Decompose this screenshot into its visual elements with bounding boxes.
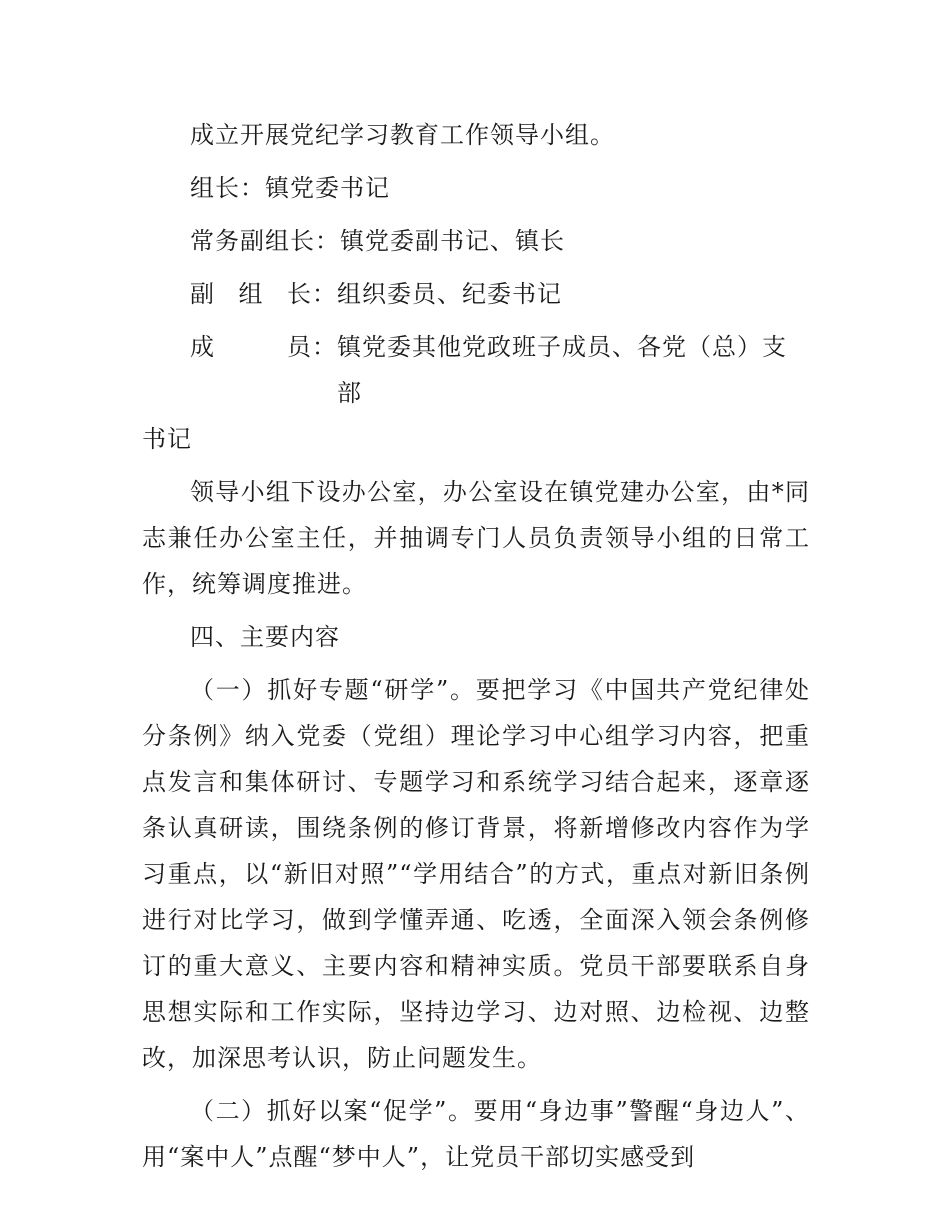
colon: ： — [240, 174, 265, 202]
paragraph-establish-group: 成立开展党纪学习教育工作领导小组。 — [190, 121, 615, 149]
role-leader-label: 组长 — [190, 174, 240, 202]
section-heading-main-content: 四、主要内容 — [190, 623, 340, 651]
role-members-char: 成 — [190, 333, 215, 361]
colon: ： — [315, 227, 340, 255]
role-vice-char: 组 — [238, 280, 264, 308]
role-leader — [142, 165, 810, 211]
colon: ： — [312, 333, 337, 361]
paragraph-case-study: （二）抓好以案“促学”。要用“身边事”警醒“身边人”、用“案中人”点醒“梦中人”，让党员干部切实感受到 — [142, 1097, 810, 1171]
role-members-value-line1: 镇党委其他党政班子成员、各党（总）支部 — [337, 333, 787, 407]
role-vice-char: 长 — [287, 280, 312, 308]
role-members — [142, 324, 810, 462]
role-vice-value: 组织委员、纪委书记 — [337, 280, 562, 308]
role-executive-vice-leader — [142, 218, 810, 264]
paragraph-office: 领导小组下设办公室，办公室设在镇党建办公室，由*同志兼任办公室主任，并抽调专门人员负责领导小组的日常工作，统筹调度推进。 — [142, 478, 810, 598]
colon: ： — [312, 280, 337, 308]
role-vice-label — [190, 271, 312, 317]
role-executive-vice-label: 常务副组长 — [190, 227, 315, 255]
role-members-char: 员 — [287, 333, 312, 361]
role-executive-vice-value: 镇党委副书记、镇长 — [340, 227, 565, 255]
paragraph-special-study: （一）抓好专题“研学”。要把学习《中国共产党纪律处分条例》纳入党委（党组）理论学习中心组学习内容，把重点发言和集体研讨、专题学习和系统学习结合起来，逐章逐条认真研读，围绕条例的修订背景，将新增修改内容作为学习重点，以“新旧对照”“学用结合”的方式，重点对新旧条例进行对比学习，做到学懂弄通、吃透，全面深入领会条例修订的重大意义、主要内容和精神实质。党员干部要联系自身思想实际和工作实际，坚持边学习、边对照、边检视、边整改，加深思考认识，防止问题发生。 — [142, 676, 810, 1072]
document-page — [142, 112, 810, 1187]
role-vice-leader — [142, 271, 810, 317]
role-members-value-line2: 书记 — [142, 425, 192, 453]
role-members-first-line — [142, 324, 810, 416]
role-vice-char: 副 — [190, 280, 215, 308]
role-members-label-group — [190, 324, 337, 416]
role-members-label — [190, 324, 312, 416]
role-leader-value: 镇党委书记 — [265, 174, 390, 202]
